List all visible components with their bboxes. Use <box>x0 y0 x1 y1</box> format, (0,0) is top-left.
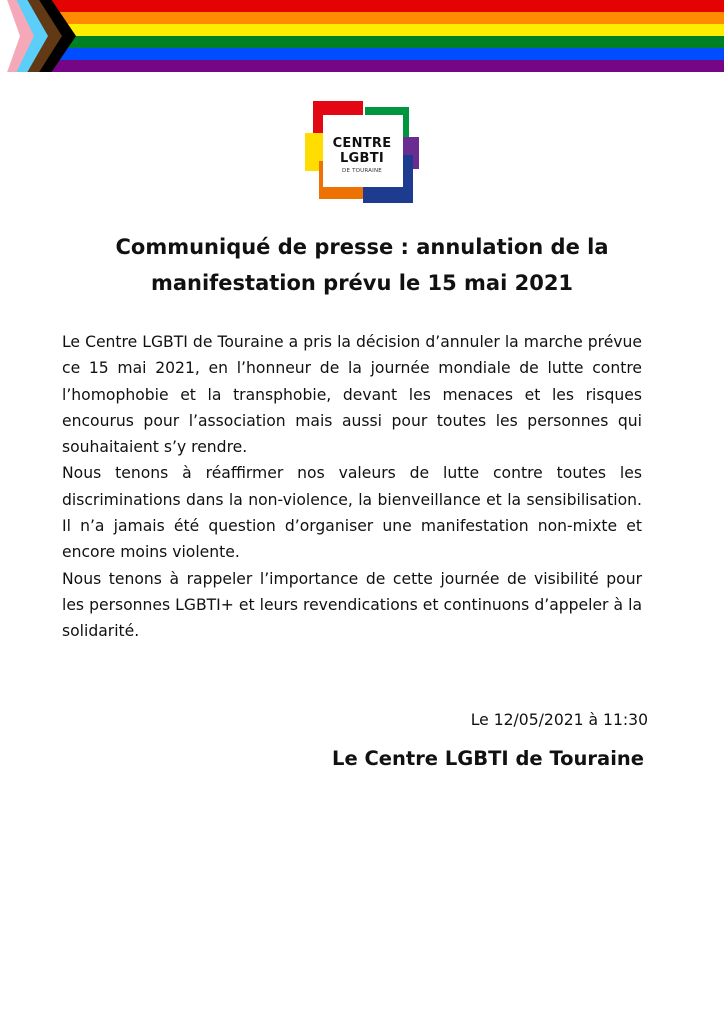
logo-line-centre: CENTRE <box>332 136 392 151</box>
logo-text <box>305 99 419 205</box>
release-date: Le 12/05/2021 à 11:30 <box>470 711 648 729</box>
title-line-2: manifestation prévu le 15 mai 2021 <box>150 271 574 295</box>
body-paragraph-3: Nous tenons à rappeler l’importance de cette journée de visibilité pour les personnes LGBTI+ et leurs revendications et continuons d’appeler à la solidarité. <box>62 569 642 641</box>
logo-line-lgbti: LGBTI <box>339 151 385 166</box>
signature: Le Centre LGBTI de Touraine <box>332 747 644 770</box>
logo-line-de-touraine: DE TOURAINE <box>342 168 382 174</box>
body-paragraph-2: Nous tenons à réaffirmer nos valeurs de lutte contre toutes les discriminations dans la non-violence, la bienveillance et la sensibilisation. Il n’a jamais été question d’organiser une manifestation non-mixte et encore moins violente. <box>62 464 642 562</box>
flag-stripe-5 <box>0 48 724 61</box>
press-release-title <box>60 229 664 301</box>
body-paragraph-1: Le Centre LGBTI de Touraine a pris la décision d’annuler la marche prévue ce 15 mai 2021, en l’honneur de la journée mondiale de lutte contre l’homophobie et la transphobie, devant les menaces et les risques encourus pour l’association mais aussi pour toutes les personnes qui souhaitaient s’y rendre. <box>62 333 642 457</box>
flag-stripe-2 <box>0 12 724 25</box>
flag-stripe-6 <box>0 60 724 72</box>
flag-stripe-4 <box>0 36 724 49</box>
progress-pride-flag-banner <box>0 0 724 72</box>
flag-stripe-1 <box>0 0 724 13</box>
title-line-1: Communiqué de presse : annulation de la <box>115 235 609 259</box>
flag-stripe-3 <box>0 24 724 37</box>
press-release-body <box>62 329 642 645</box>
